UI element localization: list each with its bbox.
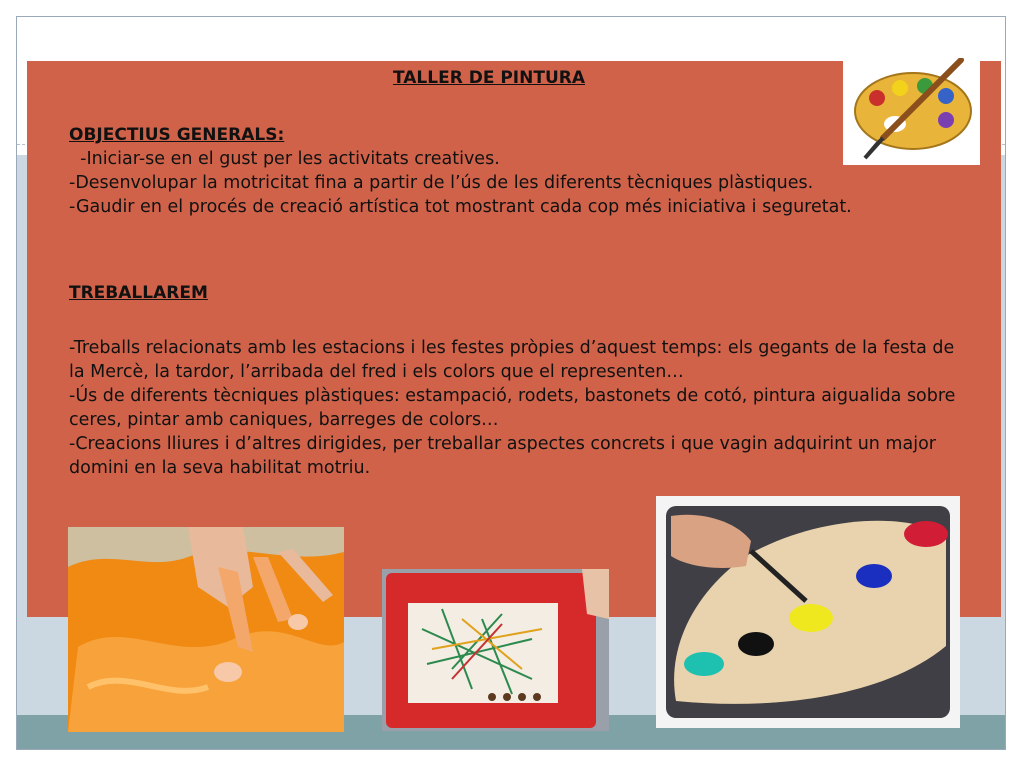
photo-brush-palette <box>656 496 960 728</box>
photo-hand-orange-paint <box>68 527 344 732</box>
work-item: -Ús de diferents tècniques plàstiques: estampació, rodets, bastonets de cotó, pintura aigualida sobre ceres, pintar amb caniques, barreges de colors… <box>69 386 956 430</box>
slide-title: TALLER DE PINTURA <box>392 68 586 88</box>
slide-text <box>69 66 969 480</box>
work-heading: TREBALLAREM <box>69 283 208 303</box>
palette-clipart <box>843 58 980 165</box>
work-item: -Treballs relacionats amb les estacions i les festes pròpies d’aquest temps: els gegants de la festa de la Mercè, la tardor, l’arribada del fred i els colors que el representen… <box>69 338 955 382</box>
photo-marble-painting-tray <box>382 569 609 731</box>
objective-item: -Gaudir en el procés de creació artística tot mostrant cada cop més iniciativa i seguretat. <box>69 197 852 217</box>
work-item: -Creacions lliures i d’altres dirigides, per treballar aspectes concrets i que vagin adquirint un major domini en la seva habilitat motriu. <box>69 434 936 478</box>
objectives-heading: OBJECTIUS GENERALS: <box>69 125 285 145</box>
paint-palette-icon <box>843 58 980 165</box>
objective-item: -Iniciar-se en el gust per les activitats creatives. <box>69 149 500 169</box>
objective-item: -Desenvolupar la motricitat fina a partir de l’ús de les diferents tècniques plàstiques. <box>69 173 814 193</box>
